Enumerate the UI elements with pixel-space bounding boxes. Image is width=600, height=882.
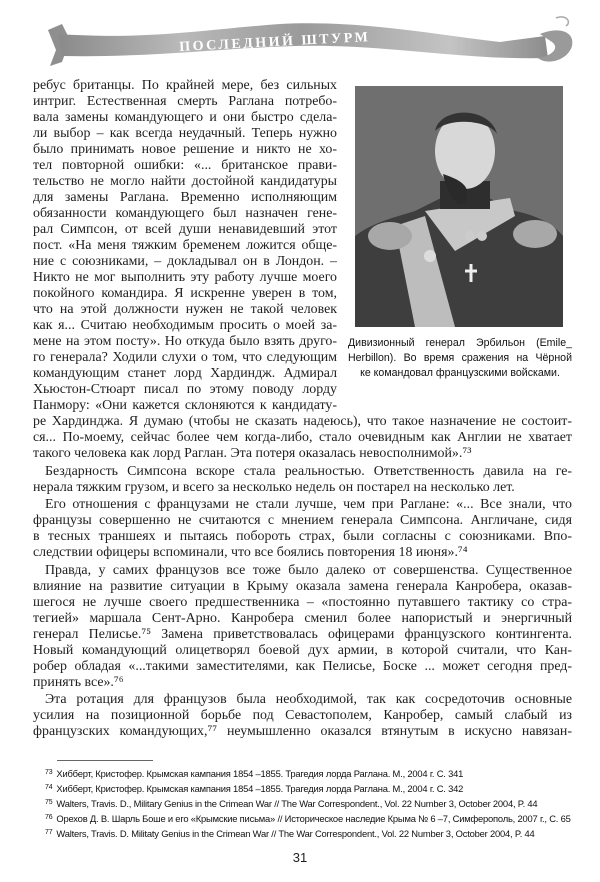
portrait-image	[355, 86, 563, 327]
text-line: в тесных траншеях и пытаясь побороть страх, были согласны с союзниками. Впо-	[33, 529, 572, 544]
footnote	[45, 781, 565, 796]
footnote	[45, 766, 565, 781]
text-line: ребус британцы. По крайней мере, без сильных	[33, 78, 337, 93]
text-line: интриг. Естественная смерть Раглана потребо-	[33, 94, 337, 109]
text-line: как я... Считаю необходимым просить о моей за-	[33, 318, 337, 333]
text-line: покойного командира. Я искренне уверен в том,	[33, 286, 337, 301]
text-line: усилия на позиционной борьбе под Севастополем, Канробер, самый слабый из	[33, 708, 572, 723]
page-number: 31	[292, 850, 308, 865]
footnote-number: 73	[45, 769, 53, 776]
footnotes	[45, 766, 571, 841]
footnote	[45, 811, 571, 826]
text-line: шегося не лучше своего предшественника – «постоянно путавшего тактику со стра-	[33, 594, 572, 610]
text-line: тельство не могло найти достойной кандидатуры	[33, 174, 337, 189]
footnote-text: Walters, Travis. D. Militaty Genius in the Crimean War // The War Correspondent., Vol. 22 Number 3, October 2004, P. 44	[56, 828, 535, 839]
text-line: Бездарность Симпсона вскоре стала реальностью. Ответственность давила на ге-	[45, 463, 572, 479]
text-line: что на этой должности нужен не такой человек	[33, 302, 337, 317]
text-line: такого человека как лорд Раглан. Эта потеря оказалась невосполнимой».⁷³	[33, 446, 472, 461]
text-line: пост. «На меня тяжким бременем ложится обще-	[33, 238, 337, 253]
text-line: нерала тяжким грузом, и всего за несколько недель он постарел на несколько лет.	[33, 479, 515, 495]
text-line: было принимать новое решение и никто не хо-	[33, 142, 337, 157]
text-line: принять все».⁷⁶	[33, 674, 124, 690]
text-line: генерал Пелисье.⁷⁵ Замена приветствовалась офицерами французского контингента.	[33, 626, 572, 642]
footnote-number: 76	[45, 814, 53, 821]
text-line: французских командующих,⁷⁷ неумышленно оказался втянутым в искусно навязан-	[33, 724, 572, 739]
footnote-number: 74	[45, 784, 53, 791]
caption-line: Дивизионный генерал Эрбильон (Emile_	[348, 337, 572, 349]
text-line: ре Хардинджа. Я думаю (чтобы не сказать надеюсь), что такое назначение не состоит-	[33, 414, 572, 429]
text-line: Новый командующий олицетворял боевой дух армии, в которой считали, что Кан-	[33, 642, 572, 658]
footnote-separator	[57, 760, 153, 761]
text-line: следствии офицеры вспоминали, что все боялись повторения 18 июня».⁷⁴	[33, 545, 468, 560]
footnote-text: Хибберт, Кристофер. Крымская кампания 1854 –1855. Трагедия лорда Раглана. М., 2004 г. С. 341	[56, 768, 464, 779]
chapter-banner	[0, 0, 600, 80]
text-line: го генерала? Ходили слухи о том, что следующим	[33, 350, 337, 365]
text-line: Панмору: «Они кажется склоняются к кандидату-	[33, 398, 337, 413]
text-line: робер обладая «...такими заместителями, как Пелисье, Боске ... может сегодня пред-	[33, 658, 572, 674]
text-line: Хьюстон-Стюарт писал по этому поводу лорду	[33, 382, 337, 397]
footnote-text: Walters, Travis. D., Military Genius in the Crimean War // The War Correspondent., Vol. 22 Number 3, October 2004, P. 44	[56, 798, 538, 809]
figure-caption	[348, 336, 572, 381]
text-line: для замены Раглана. Временно исполняющим	[33, 190, 337, 205]
text-line: тегией» маршала Сент-Арно. Канробера сменил более напористый и энергичный	[33, 610, 572, 626]
text-line: обязанности командующего был назначен гене-	[33, 206, 337, 221]
text-line: рал Симпсон, от всей души ненавидевший этот	[33, 222, 337, 237]
text-line: ние с союзниками, – докладывал он в Лондон. –	[33, 254, 337, 269]
footnote	[45, 826, 565, 841]
text-line: Никто не мог выполнить эту работу лучше моего	[33, 270, 337, 285]
caption-line: ке командовал французскими войсками.	[360, 367, 560, 379]
text-line: Правда, у самих французов все тоже было далеко от совершенства. Существенное	[45, 562, 572, 578]
footnote	[45, 796, 565, 811]
text-line: ся... По-моему, сейчас более чем когда-либо, стало очевидным как Англии не хватает	[33, 430, 572, 445]
text-line: французы совершенно не считаются с мнением генерала Симпсона. Англичане, сидя	[33, 513, 572, 528]
chapter-title: ПОСЛЕДНИЙ ШТУРМ	[178, 30, 371, 55]
footnote-text: Хибберт, Кристофер. Крымская кампания 1854 –1855. Трагедия лорда Раглана. М., 2004 г. С. 342	[56, 783, 464, 794]
text-line: влияние на развитие ситуации в Крыму оказала замена генерала Канробера, оказав-	[33, 578, 572, 594]
text-line: Эта ротация для французов была необходимой, так как сосредоточив основные	[45, 692, 572, 707]
text-line: ли выбор – как всегда неудачный. Теперь нужно	[33, 126, 337, 141]
footnote-number: 75	[45, 799, 53, 806]
caption-line: Herbillon). Во время сражения на Чёрной	[348, 352, 572, 364]
text-line: командующим станет лорд Хардиндж. Адмирал	[33, 366, 337, 381]
text-line: Его отношения с французами не стали лучше, чем при Раглане: «... Все знали, что	[45, 497, 572, 512]
text-line: тел повторной ошибки: «... британское прави-	[33, 158, 337, 173]
footnote-text: Орехов Д. В. Шарль Боше и его «Крымские письма» // Историческое наследие Крыма № 6 –7, Симферополь, 2007 г., С. 65	[56, 813, 571, 824]
footnote-number: 77	[45, 829, 53, 836]
text-line: вала замены командующего и они быстро сдела-	[33, 110, 337, 125]
text-line: мене на этом посту». Но откуда было взять друго-	[33, 334, 337, 349]
